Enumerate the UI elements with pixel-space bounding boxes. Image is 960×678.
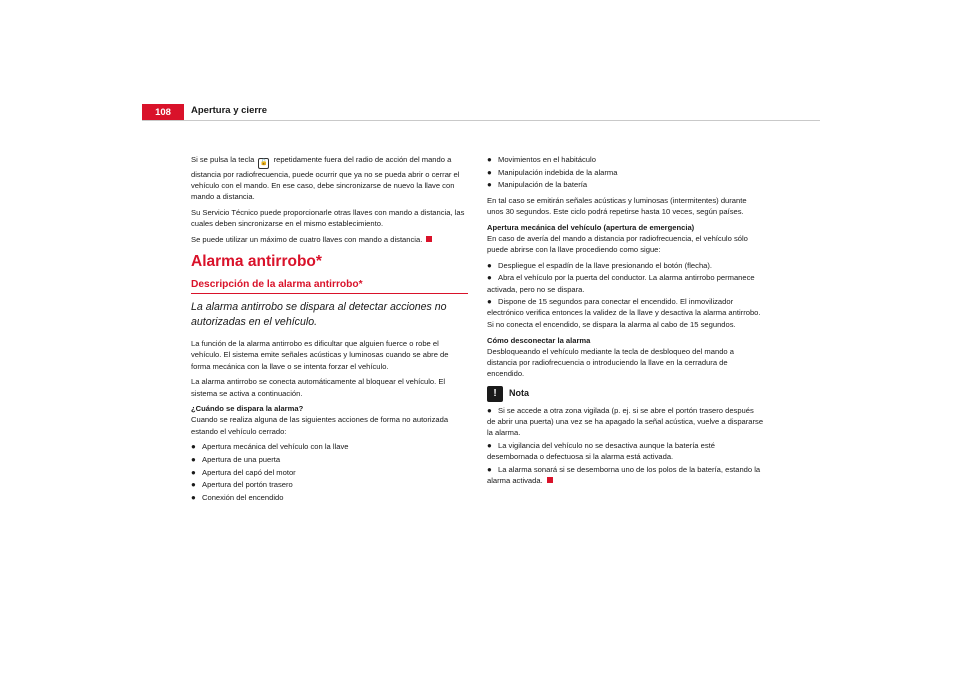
unlock-key-icon: 🔓 — [258, 158, 269, 169]
text: Manipulación de la batería — [498, 180, 588, 190]
bullet-icon: ● — [487, 155, 492, 164]
note-title: Nota — [509, 388, 529, 399]
section-end-icon — [426, 236, 432, 242]
section-end-icon — [547, 477, 553, 483]
paragraph: Cuando se realiza alguna de las siguientes acciones de forma no autorizada estando el vehículo cerrado: — [191, 415, 449, 436]
text: Apertura del portón trasero — [202, 480, 293, 490]
text: Manipulación indebida de la alarma — [498, 167, 618, 177]
text: repetidamente fuera del radio de acción del mando a distancia por radiofrecuencia, puede ocurrir que ya no se pueda abrir o cerrar el vehículo con el mando. En ese caso, debe sincronizarse de nuevo la llave con mando a distancia. — [191, 155, 460, 202]
text: Apertura de una puerta — [202, 455, 281, 465]
paragraph: La función de la alarma antirrobo es dificultar que alguien fuerce o robe el vehículo. El sistema emite señales acústicas y luminosas cuando se abre de forma mecánica con la llave o se intenta forzar el vehículo. — [191, 339, 449, 371]
subsection-heading: Descripción de la alarma antirrobo* — [191, 278, 468, 294]
subheading: Apertura mecánica del vehículo (apertura de emergencia) — [487, 222, 695, 232]
text: Movimientos en el habitáculo — [498, 155, 596, 164]
intro-text: La alarma antirrobo se dispara al detectar acciones no autorizadas en el vehículo. — [191, 301, 447, 329]
bullet-icon: ● — [487, 464, 492, 474]
bullet-icon: ● — [191, 455, 196, 465]
list-item — [487, 167, 764, 178]
text: Si se accede a otra zona vigilada (p. ej. si se abre el portón trasero después de abrir una puerta) una vez se ha apagado la señal acústica, vuelve a dispararse la alarma. — [487, 405, 764, 438]
chapter-title: Apertura y cierre — [191, 105, 268, 116]
bullet-icon: ● — [191, 493, 196, 503]
header-divider — [142, 120, 820, 121]
bullet-icon: ● — [487, 440, 492, 450]
bullet-icon: ● — [487, 297, 492, 307]
section-heading: Alarma antirrobo* — [191, 253, 322, 271]
list-item — [487, 296, 764, 330]
list-item — [487, 272, 764, 294]
paragraph — [191, 234, 468, 245]
list-item — [191, 467, 468, 478]
bullet-icon: ● — [191, 442, 196, 452]
text: Si se pulsa la tecla — [191, 155, 255, 164]
right-column — [487, 154, 764, 488]
left-column — [191, 154, 468, 505]
note-icon: ! — [487, 386, 503, 402]
subheading: Cómo desconectar la alarma — [487, 335, 591, 345]
text: Abra el vehículo por la puerta del conductor. La alarma antirrobo permanece activada, pero no se dispara. — [487, 273, 755, 294]
bullet-icon: ● — [487, 180, 492, 190]
paragraph: Desbloqueando el vehículo mediante la tecla de desbloqueo del mando a distancia por radiofrecuencia o introduciendo la llave en la cerradura de encendido. — [487, 347, 734, 379]
bullet-icon: ● — [487, 405, 492, 415]
paragraph: En tal caso se emitirán señales acústicas y luminosas (intermitentes) durante unos 30 segundos. Este ciclo podrá repetirse hasta 10 veces, según países. — [487, 195, 747, 216]
text: Se puede utilizar un máximo de cuatro llaves con mando a distancia. — [191, 235, 423, 245]
list-item — [487, 440, 764, 462]
list-item — [191, 492, 468, 503]
list-item — [487, 260, 764, 271]
paragraph: Su Servicio Técnico puede proporcionarle otras llaves con mando a distancia, las cuales deben sincronizarse en el mismo establecimiento. — [191, 208, 465, 229]
text: Apertura del capó del motor — [202, 467, 296, 477]
list-item — [487, 179, 764, 190]
text: Dispone de 15 segundos para conectar el encendido. El inmovilizador electrónico verifica entonces la validez de la llave y desactiva la alarma antirrobo. Si no conecta el encendido, se dispara la alarma al cabo de 15 segundos. — [487, 297, 761, 329]
paragraph: En caso de avería del mando a distancia por radiofrecuencia, el vehículo sólo puede abrirse con la llave procediendo como sigue: — [487, 233, 748, 254]
text: La vigilancia del vehículo no se desactiva aunque la batería esté desembornada o defectuosa si la alarma está activada. — [487, 440, 715, 461]
list-item — [191, 441, 468, 452]
bullet-icon: ● — [191, 480, 196, 490]
bullet-icon: ● — [487, 167, 492, 177]
list-item — [191, 454, 468, 465]
note-header — [487, 386, 764, 402]
list-item — [487, 154, 764, 165]
page-number: 108 — [142, 104, 184, 120]
bullet-icon: ● — [487, 260, 492, 270]
text: Despliegue el espadín de la llave presionando el botón (flecha). — [498, 260, 713, 270]
list-item — [191, 479, 468, 490]
text: Apertura mecánica del vehículo con la llave — [202, 442, 349, 452]
subheading: ¿Cuándo se dispara la alarma? — [191, 404, 304, 414]
list-item — [487, 464, 764, 486]
list-item — [487, 405, 764, 439]
bullet-icon: ● — [191, 467, 196, 477]
bullet-icon: ● — [487, 273, 492, 283]
text: Conexión del encendido — [202, 493, 284, 503]
paragraph: La alarma antirrobo se conecta automáticamente al bloquear el vehículo. El sistema se activa a continuación. — [191, 377, 446, 398]
paragraph — [191, 154, 468, 203]
text: La alarma sonará si se desemborna uno de los polos de la batería, estando la alarma activada. — [487, 464, 761, 485]
